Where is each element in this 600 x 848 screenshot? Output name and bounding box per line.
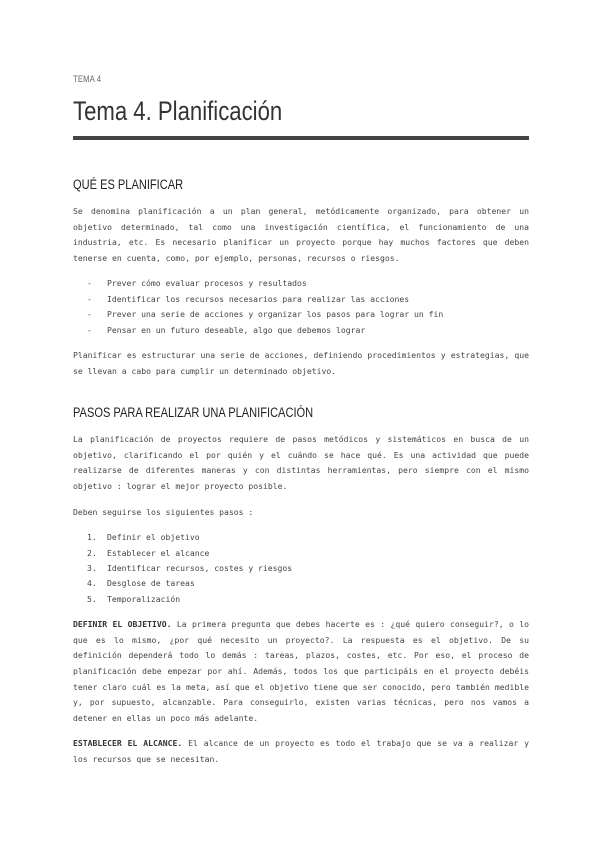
establecer-alcance-paragraph	[73, 736, 529, 767]
definir-objetivo-text: La primera pregunta que debes hacerte es : ¿qué quiero conseguir?, o lo que es lo mismo, ¿por qué necesito un proyecto?. La respuesta es el objetivo. De su definición dependerá todo lo demás : tareas, plazos, costes, etc. Por eso, el proceso de planificación debe empezar por ahí. Además, todos los que participáis en el proyecto debéis tener claro cuál es la meta, así que el objetivo tiene que ser conocido, pero también medible y, por supuesto, alcanzable. Para conseguirlo, existen varias técnicas, pero nos vamos a detener en ellas un poco más adelante.	[73, 619, 529, 723]
section-heading-pasos: PASOS PARA REALIZAR UNA PLANIFICACIÓN	[73, 405, 314, 421]
list-item-text: Pensar en un futuro deseable, algo que debemos lograr	[107, 324, 366, 335]
list-item-text: Prever una serie de acciones y organizar los pasos para lograr un fin	[107, 309, 444, 320]
section1-closing-paragraph: Planificar es estructurar una serie de acciones, definiendo procedimientos y estrategias, que se llevan a cabo para cumplir un determinado objetivo.	[73, 350, 529, 376]
bullet-marker: -	[87, 293, 92, 304]
section2-steps-list	[73, 530, 529, 607]
step-number: 3.	[87, 562, 97, 573]
list-item	[73, 307, 529, 322]
establecer-alcance-label: ESTABLECER EL ALCANCE.	[73, 738, 183, 749]
list-item	[73, 576, 529, 591]
list-item-text: Prever cómo evaluar procesos y resultados	[107, 278, 307, 289]
list-item	[73, 292, 529, 307]
list-item-text: Establecer el alcance	[107, 547, 210, 558]
section2-intro-paragraph: La planificación de proyectos requiere de pasos metódicos y sistemáticos en busca de un objetivo, clarificando el por quién y el cuándo se hace qué. Es una actividad que puede realizarse de diferentes maneras y con distintas herramientas, pero siempre con el mismo objetivo : lograr el mejor proyecto posible.	[73, 434, 529, 491]
step-number: 5.	[87, 593, 97, 604]
section1-bullet-list	[73, 276, 529, 338]
step-number: 2.	[87, 547, 97, 558]
list-item	[73, 323, 529, 338]
bullet-marker: -	[87, 309, 92, 320]
list-item-text: Identificar recursos, costes y riesgos	[107, 562, 293, 573]
list-item-text: Temporalización	[107, 593, 181, 604]
list-item	[73, 546, 529, 561]
list-item	[73, 530, 529, 545]
list-item-text: Desglose de tareas	[107, 578, 195, 589]
list-item-text: Definir el objetivo	[107, 532, 200, 543]
section-gap	[73, 389, 529, 405]
step-number: 4.	[87, 578, 97, 589]
step-number: 1.	[87, 532, 97, 543]
list-item	[73, 592, 529, 607]
bullet-marker: -	[87, 324, 92, 335]
definir-objetivo-paragraph	[73, 617, 529, 726]
definir-objetivo-label: DEFINIR EL OBJETIVO.	[73, 619, 172, 630]
title-divider	[73, 136, 529, 140]
list-item-text: Identificar los recursos necesarios para realizar las acciones	[107, 293, 410, 304]
section1-intro-paragraph: Se denomina planificación a un plan general, metódicamente organizado, para obtener un objetivo determinado, tal como una investigación científica, el funcionamiento de una industria, etc. Es necesario planificar un proyecto porque hay muchos factores que deben tenerse en cuenta, como, por ejemplo, personas, recursos o riesgos.	[73, 206, 529, 263]
list-item	[73, 561, 529, 576]
section-heading-que-es-planificar: QUÉ ES PLANIFICAR	[73, 177, 184, 192]
list-item	[73, 276, 529, 291]
document-body	[73, 177, 529, 778]
section2-lead-paragraph: Deben seguirse los siguientes pasos :	[73, 506, 254, 517]
establecer-alcance-text: El alcance de un proyecto es todo el trabajo que se va a realizar y los recursos que se necesitan.	[73, 738, 530, 764]
bullet-marker: -	[87, 278, 92, 289]
page-title: Tema 4. Planificación	[73, 96, 283, 126]
chapter-kicker: TEMA 4	[73, 74, 102, 84]
